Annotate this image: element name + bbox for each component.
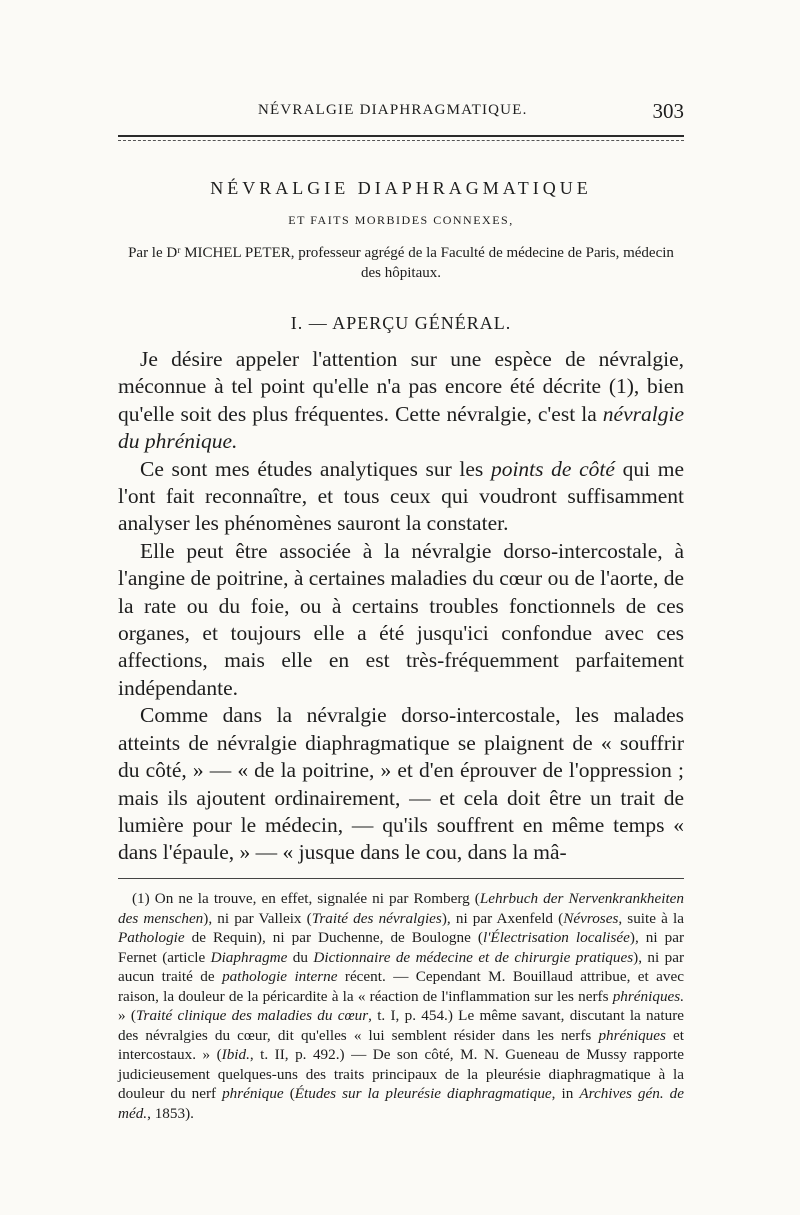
section-heading: I. — APERÇU GÉNÉRAL.: [290, 313, 512, 333]
paragraph-2: Ce sont mes études analytiques sur les points de côté qui me l'ont fait reconnaître, et tous ceux qui voudront suffisamment analyser les phénomènes sauront la constater.: [118, 456, 684, 536]
emphasis-phrenic-neuralgia: névralgie du phrénique.: [118, 401, 684, 454]
byline: Par le Dʳ MICHEL PETER, professeur agrégé de la Faculté de médecine de Paris, médecin des hôpitaux.: [128, 245, 674, 281]
page-number: 303: [652, 99, 684, 123]
running-head: [118, 100, 684, 124]
paragraph-1: Je désire appeler l'attention sur une espèce de névralgie, méconnue à tel point qu'elle n'a pas encore été décrite (1), bien qu'elle soit des plus fréquentes. Cette névralgie, c'est la névralgie du phrénique.: [118, 347, 684, 454]
running-title: NÉVRALGIE DIAPHRAGMATIQUE.: [258, 102, 528, 118]
emphasis-points-de-cote: points de côté: [490, 456, 615, 481]
header-rule: [118, 135, 684, 137]
header-rule-dashed: [118, 140, 684, 141]
paragraph-4: Comme dans la névralgie dorso-intercostale, les malades atteints de névralgie diaphragmatique se plaignent de « souffrir du côté, » — « de la poitrine, » et d'en éprouver de l'oppression ; mais ils ajoutent ordinairement, — et cela doit être un trait de lumière pour le médecin, — qu'ils souffrent en même temps « dans l'épaule, » — « jusque dans le cou, dans la mâ-: [118, 703, 684, 865]
paragraph-3: Elle peut être associée à la névralgie dorso-intercostale, à l'angine de poitrine, à certaines maladies du cœur ou de l'aorte, de la rate ou du foie, ou à certains troubles fonctionnels de ces organes, et toujours elle a été jusqu'ici confondue avec ces affections, mais elle en est très-fréquemment parfaitement indépendante.: [118, 538, 684, 700]
article-subtitle: ET FAITS MORBIDES CONNEXES,: [288, 213, 514, 227]
article-title: NÉVRALGIE DIAPHRAGMATIQUE: [210, 178, 592, 198]
footnote: (1) On ne la trouve, en effet, signalée ni par Romberg (Lehrbuch der Nervenkrankheiten des menschen), ni par Valleix (Traité des névralgies), ni par Axenfeld (Névroses, suite à la Pathologie de Requin), ni par Duchenne, de Boulogne (l'Électrisation localisée), ni par Fernet (article Diaphragme du Dictionnaire de médecine et de chirurgie pratiques), ni par aucun traité de pathologie interne récent. — Cependant M. Bouillaud attribue, et avec raison, la douleur de la péricardite à la « réaction de l'inflammation sur les nerfs phréniques. » (Traité clinique des maladies du cœur, t. I, p. 454.) Le même savant, discutant la nature des névralgies du cœur, dit qu'elles « lui semblent résider dans les nerfs phréniques et intercostaux. » (Ibid., t. II, p. 492.) — De son côté, M. N. Gueneau de Mussy rapporte judicieusement quelques-uns des traits principaux de la pleurésie diaphragmatique à la douleur du nerf phrénique (Études sur la pleurésie diaphragmatique, in Archives gén. de méd., 1853).: [118, 890, 685, 1122]
body-text: [118, 346, 684, 867]
footnote-rule: [118, 878, 684, 879]
